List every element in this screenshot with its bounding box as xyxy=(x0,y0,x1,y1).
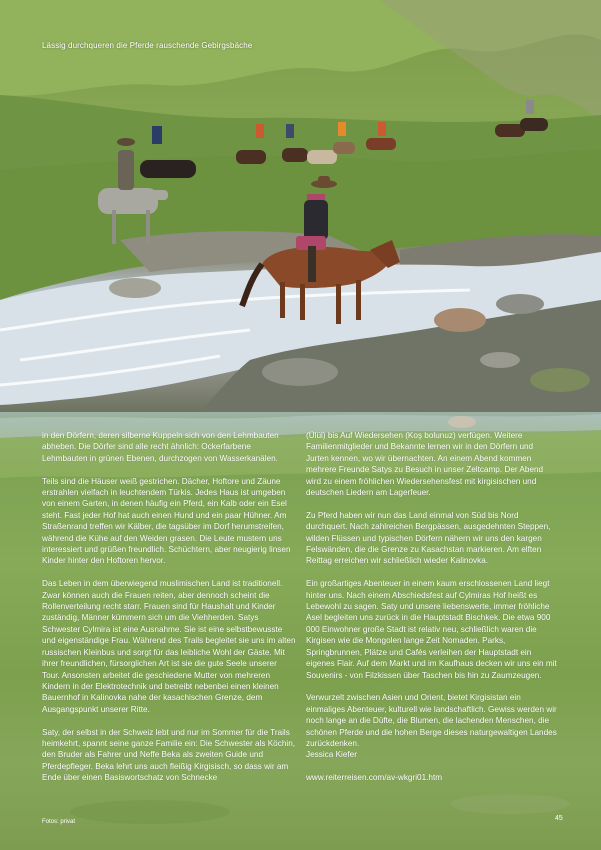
article-column-left xyxy=(42,430,296,784)
paragraph: Ein großartiges Abenteuer in einem kaum erschlossenen Land liegt hinter uns. Nach einem Abschiedsfest auf Cylmiras Hof heißt es Lebewohl zu sagen. Saty und unsere liebenswerte, immer fröhliche Asel begleiten uns zurück in die Hauptstadt Bischkek. Die etwa 900 000 Einwohner große Stadt ist relativ neu, schließlich waren die Kirgisen wie die Mongolen lange Zeit Nomaden. Parks, Springbrunnen, Plätze und Cafés verleihen der Hauptstadt ein eigenes Flair. Auf dem Markt und im Kaufhaus decken wir uns ein mit Souvenirs - von Filzkissen über Taschen bis hin zu Zaumzeugen. xyxy=(306,579,557,680)
paragraph: Verwurzelt zwischen Asien und Orient, bietet Kirgisistan ein einmaliges Abenteuer, kulturell wie landschaftlich. Gewiss werden wir noch lange an die Düfte, die Blumen, die lachenden Menschen, die schönen Pferde und die hohen Berge dieses naturgewaltigen Landes zurückdenken. xyxy=(306,693,557,748)
paragraph: (Ülül) bis Auf Wiedersehen (Koş bolunuz) verfügen. Weitere Familienmitglieder und Bekannte lernen wir in den Dörfern und Jurten kennen, wo wir übernachten. An einem Abend kommen mehrere Freunde Satys zu Besuch in unser Zeltcamp. Der Abend wird zu einem fröhlichen Wiedersehensfest mit kirgisischen und deutschen Liedern am Lagerfeuer. xyxy=(306,431,544,498)
paragraph: Zu Pferd haben wir nun das Land einmal von Süd bis Nord durchquert. Nach zahlreichen Bergpässen, ausgedehnten Steppen, wilden Flüssen und typischen Dörfern nähern wir uns den kargen Felswänden, die die Grenze zu Kasachstan markieren. Am elften Reittag erreichen wir schließlich wieder Kalinovka. xyxy=(306,510,551,566)
author-signature: Jessica Kiefer xyxy=(306,750,357,760)
paragraph: Teils sind die Häuser weiß gestrichen. Dächer, Hoftore und Zäune erstrahlen vielfach in leuchtendem Türkis. Jedes Haus ist umgeben von einem Garten, in denen häufig ein Pferd, ein Kalb oder ein Esel steht. Fast jeder Hof hat auch einen Hund und ein paar Hühner. Am Straßenrand treffen wir Kälber, die tagsüber im Dorf herumstreifen, während die Kühe auf den Weiden grasen. Die Leute mustern uns interessiert und grüßen freundlich. Schüchtern, aber neugierig linsen Kinder hinter den Hoftoren hervor. xyxy=(42,476,291,566)
photo-illustration xyxy=(0,0,601,412)
website-link[interactable]: www.reiterreisen.com/av-wkgri01.htm xyxy=(306,773,443,783)
article-photo xyxy=(0,0,601,412)
paragraph: in den Dörfern, deren silberne Kuppeln sich von den Lehmbauten abheben. Die Dörfer sind alle recht ähnlich: Ockerfarbene Lehmbauten in grünen Ebenen, durchzogen von Wasserkanälen. xyxy=(42,431,279,463)
photo-credit: Fotos: privat xyxy=(42,819,76,825)
article-column-right xyxy=(306,430,558,795)
page-number: 45 xyxy=(555,815,563,822)
paragraph: Das Leben in dem überwiegend muslimischen Land ist traditionell. Zwar können auch die Frauen reiten, aber dennoch scheint die Rollenverteilung recht starr. Frauen sind für Haushalt und Kinder zuständig, Männer kümmern sich um die Viehherden. Satys Schwester Cylmira ist eine Ausnahme. Sie ist eine selbstbewusste und eigenständige Frau. Während des Trails begleitet sie uns im alten russischen Kleinbus und sorgt für das leibliche Wohl der Gäste. Mit ihrer freundlichen, fürsorglichen Art ist sie die gute Seele unserer Tour. Ansonsten arbeitet die geschiedene Mutter von mehreren Kindern in der Elektrotechnik und betreibt nebenbei einen kleinen Bauernhof in Kalinovka nahe der kasachischen Grenze, dem Ausgangspunkt unserer Ritte. xyxy=(42,579,296,714)
photo-caption: Lässig durchqueren die Pferde rauschende Gebirgsbäche xyxy=(42,41,253,50)
paragraph: Saty, der selbst in der Schweiz lebt und nur im Sommer für die Trails heimkehrt, spannt seine ganze Familie ein: Die Schwester als Köchin, den Bruder als Fahrer und Neffe Beka als zweiten Guide und Pferdepfleger. Beka lehrt uns auch fleißig Kirgisisch, so dass wir am Ende über einen Basiswortschatz von Schnecke xyxy=(42,727,296,783)
